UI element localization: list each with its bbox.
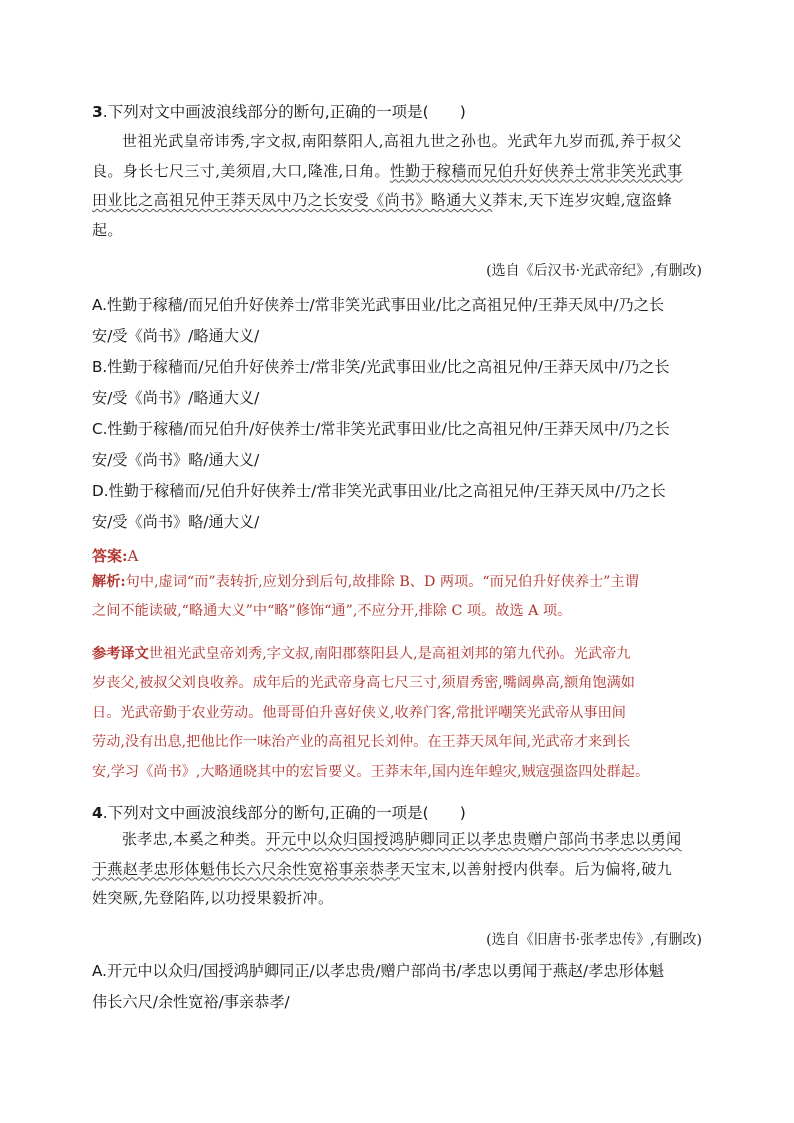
passage-text: 天宝末,以善射授内供奉。后为偏将,破九 xyxy=(400,859,673,878)
option-line: 安/受《尚书》/略通大义/ xyxy=(92,389,260,407)
option-line: A.性勤于稼穑/而兄伯升好侠养士/常非笑光武事田业/比之高祖兄仲/王莽天凤中/乃之长 xyxy=(92,296,665,314)
source-citation: (选自《旧唐书·张孝忠传》,有删改) xyxy=(486,932,702,948)
question-prompt: .下列对文中画波浪线部分的断句,正确的一项是( ) xyxy=(102,103,466,121)
translation-line: 劳动,没有出息,把他比作一味治产业的高祖兄长刘仲。在王莽天凤年间,光武帝才来到长 xyxy=(92,734,631,751)
option-line: 安/受《尚书》/略通大义/ xyxy=(92,327,260,345)
translation-line: 岁丧父,被叔父刘良收养。成年后的光武帝身高七尺三寸,须眉秀密,嘴阔鼻高,额角饱满如 xyxy=(92,675,635,692)
question-3-heading xyxy=(92,102,466,122)
option-line: 安/受《尚书》略/通大义/ xyxy=(92,513,260,531)
option-c xyxy=(92,414,702,476)
option-line: B.性勤于稼穑而/兄伯升好侠养士/常非笑/光武事田业/比之高祖兄仲/王莽天凤中/乃之长 xyxy=(92,358,670,376)
passage-text: 张孝忠,本奚之种类。 xyxy=(122,830,266,848)
answer-label: 答案: xyxy=(92,547,128,565)
question-4-passage xyxy=(92,825,702,914)
translation-line: 日。光武帝勤于农业劳动。他哥哥伯升喜好侠义,收养门客,常批评嘲笑光武帝从事田间 xyxy=(92,704,626,721)
option-d xyxy=(92,476,702,538)
passage-line xyxy=(92,157,702,187)
passage-line: 姓突厥,先登陷阵,以功授果毅折冲。 xyxy=(92,889,334,907)
wavy-underlined-text: 开元中以众归国授鸿胪卿同正以孝忠贵赠户部尚书孝忠以勇闻 xyxy=(265,830,682,848)
option-line: 伟长六尺/余性宽裕/事亲恭孝/ xyxy=(92,993,290,1011)
answer-value: A xyxy=(127,547,139,565)
passage-line xyxy=(92,855,702,885)
analysis-label: 解析: xyxy=(92,574,126,590)
passage-line xyxy=(92,825,702,855)
option-b xyxy=(92,352,702,414)
passage-text: 莽末,天下连岁灾蝗,寇盗蜂 xyxy=(492,191,673,209)
option-a xyxy=(92,956,702,1018)
wavy-underlined-text: 田业比之高祖兄仲王莽天凤中乃之长安受《尚书》略通大义 xyxy=(92,191,493,209)
passage-text: 良。身长七尺三寸,美须眉,大口,隆准,日角。 xyxy=(92,161,390,180)
translation-line: 参考译文世祖光武皇帝刘秀,字文叔,南阳郡蔡阳县人,是高祖刘邦的第九代孙。光武帝九 xyxy=(92,646,631,662)
question-number: 4 xyxy=(92,804,103,822)
passage-line: 起。 xyxy=(92,220,123,239)
option-line: A.开元中以众归/国授鸿胪卿同正/以孝忠贵/赠户部尚书/孝忠以勇闻于燕赵/孝忠形体魁 xyxy=(92,962,665,980)
passage-line xyxy=(92,186,702,216)
option-line: D.性勤于稼穑而/兄伯升好侠养士/常非笑光武事田业/比之高祖兄仲/王莽天凤中/乃之长 xyxy=(92,482,666,500)
answer xyxy=(92,545,138,566)
passage-line: 世祖光武皇帝讳秀,字文叔,南阳蔡阳人,高祖九世之孙也。光武年九岁而孤,养于叔父 xyxy=(122,132,682,150)
source-citation: (选自《后汉书·光武帝纪》,有删改) xyxy=(486,263,702,279)
analysis-line: 解析:句中,虚词“而”表转折,应划分到后句,故排除 B、D 两项。“而兄伯升好侠养士”主谓 xyxy=(92,574,639,590)
question-prompt: .下列对文中画波浪线部分的断句,正确的一项是( ) xyxy=(102,804,466,822)
analysis-line: 之间不能读破,“略通大义”中“略”修饰“通”,不应分开,排除 C 项。故选 A 项。 xyxy=(92,603,572,620)
option-a xyxy=(92,290,702,352)
wavy-underlined-text: 性勤于稼穑而兄伯升好侠养士常非笑光武事 xyxy=(389,161,683,180)
translation-label: 参考译文 xyxy=(92,646,149,662)
question-number: 3 xyxy=(92,103,103,121)
option-line: C.性勤于稼穑/而兄伯升/好侠养士/常非笑光武事田业/比之高祖兄仲/王莽天凤中/乃之长 xyxy=(92,420,670,438)
option-line: 安/受《尚书》略/通大义/ xyxy=(92,451,260,469)
analysis xyxy=(92,568,702,627)
question-4-heading xyxy=(92,803,466,823)
wavy-underlined-text: 于燕赵孝忠形体魁伟长六尺余性宽裕事亲恭孝 xyxy=(92,859,401,878)
reference-translation xyxy=(92,640,702,787)
translation-line: 安,学习《尚书》,大略通晓其中的宏旨要义。王莽末年,国内连年蝗灾,贼寇强盗四处群起。 xyxy=(92,763,650,780)
question-3-passage xyxy=(92,127,702,245)
